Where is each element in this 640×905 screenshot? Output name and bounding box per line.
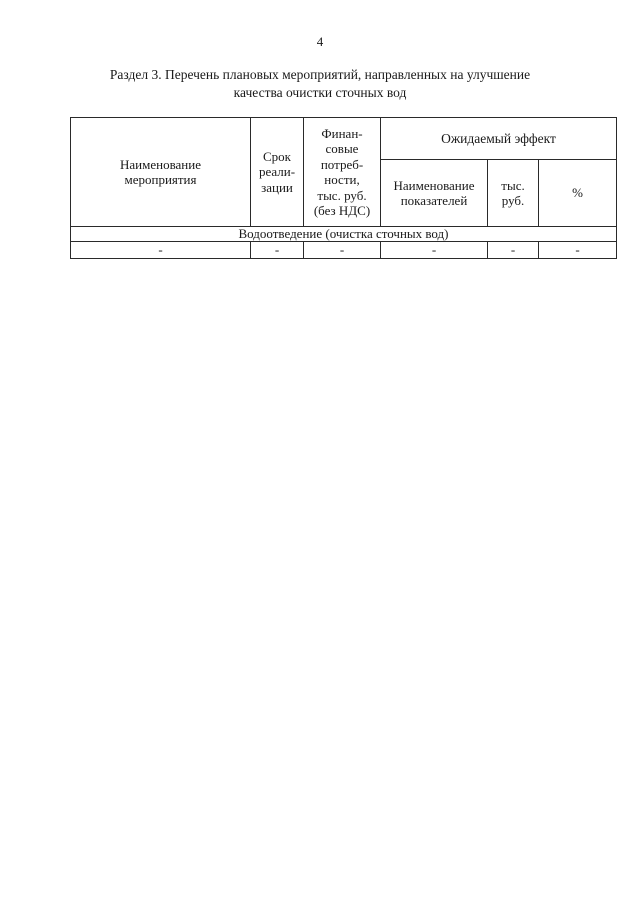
section-title bbox=[60, 66, 580, 102]
header-expected-effect: Ожидаемый эффект bbox=[381, 118, 617, 160]
measures-table bbox=[70, 117, 617, 259]
header-financial-needs: Финан- совые потреб- ности, тыс. руб. (без НДС) bbox=[304, 118, 381, 227]
section-label: Водоотведение (очистка сточных вод) bbox=[71, 227, 617, 242]
header-percent: % bbox=[539, 160, 617, 227]
cell-percent: - bbox=[539, 242, 617, 259]
section-title-line-2: качества очистки сточных вод bbox=[233, 85, 407, 100]
header-measure-name: Наименование мероприятия bbox=[71, 118, 251, 227]
cell-thousand-rub: - bbox=[488, 242, 539, 259]
header-implementation-term: Срок реали- зации bbox=[251, 118, 304, 227]
table-row bbox=[71, 242, 617, 259]
table-header-row bbox=[71, 118, 617, 160]
cell-financial-needs: - bbox=[304, 242, 381, 259]
page-number: 4 bbox=[316, 34, 324, 49]
header-thousand-rub: тыс. руб. bbox=[488, 160, 539, 227]
header-indicator-name: Наименование показателей bbox=[381, 160, 488, 227]
cell-implementation-term: - bbox=[251, 242, 304, 259]
cell-indicator-name: - bbox=[381, 242, 488, 259]
section-title-line-1: Раздел 3. Перечень плановых мероприятий, направленных на улучшение bbox=[109, 67, 531, 82]
table-section-row bbox=[71, 227, 617, 242]
cell-measure-name: - bbox=[71, 242, 251, 259]
